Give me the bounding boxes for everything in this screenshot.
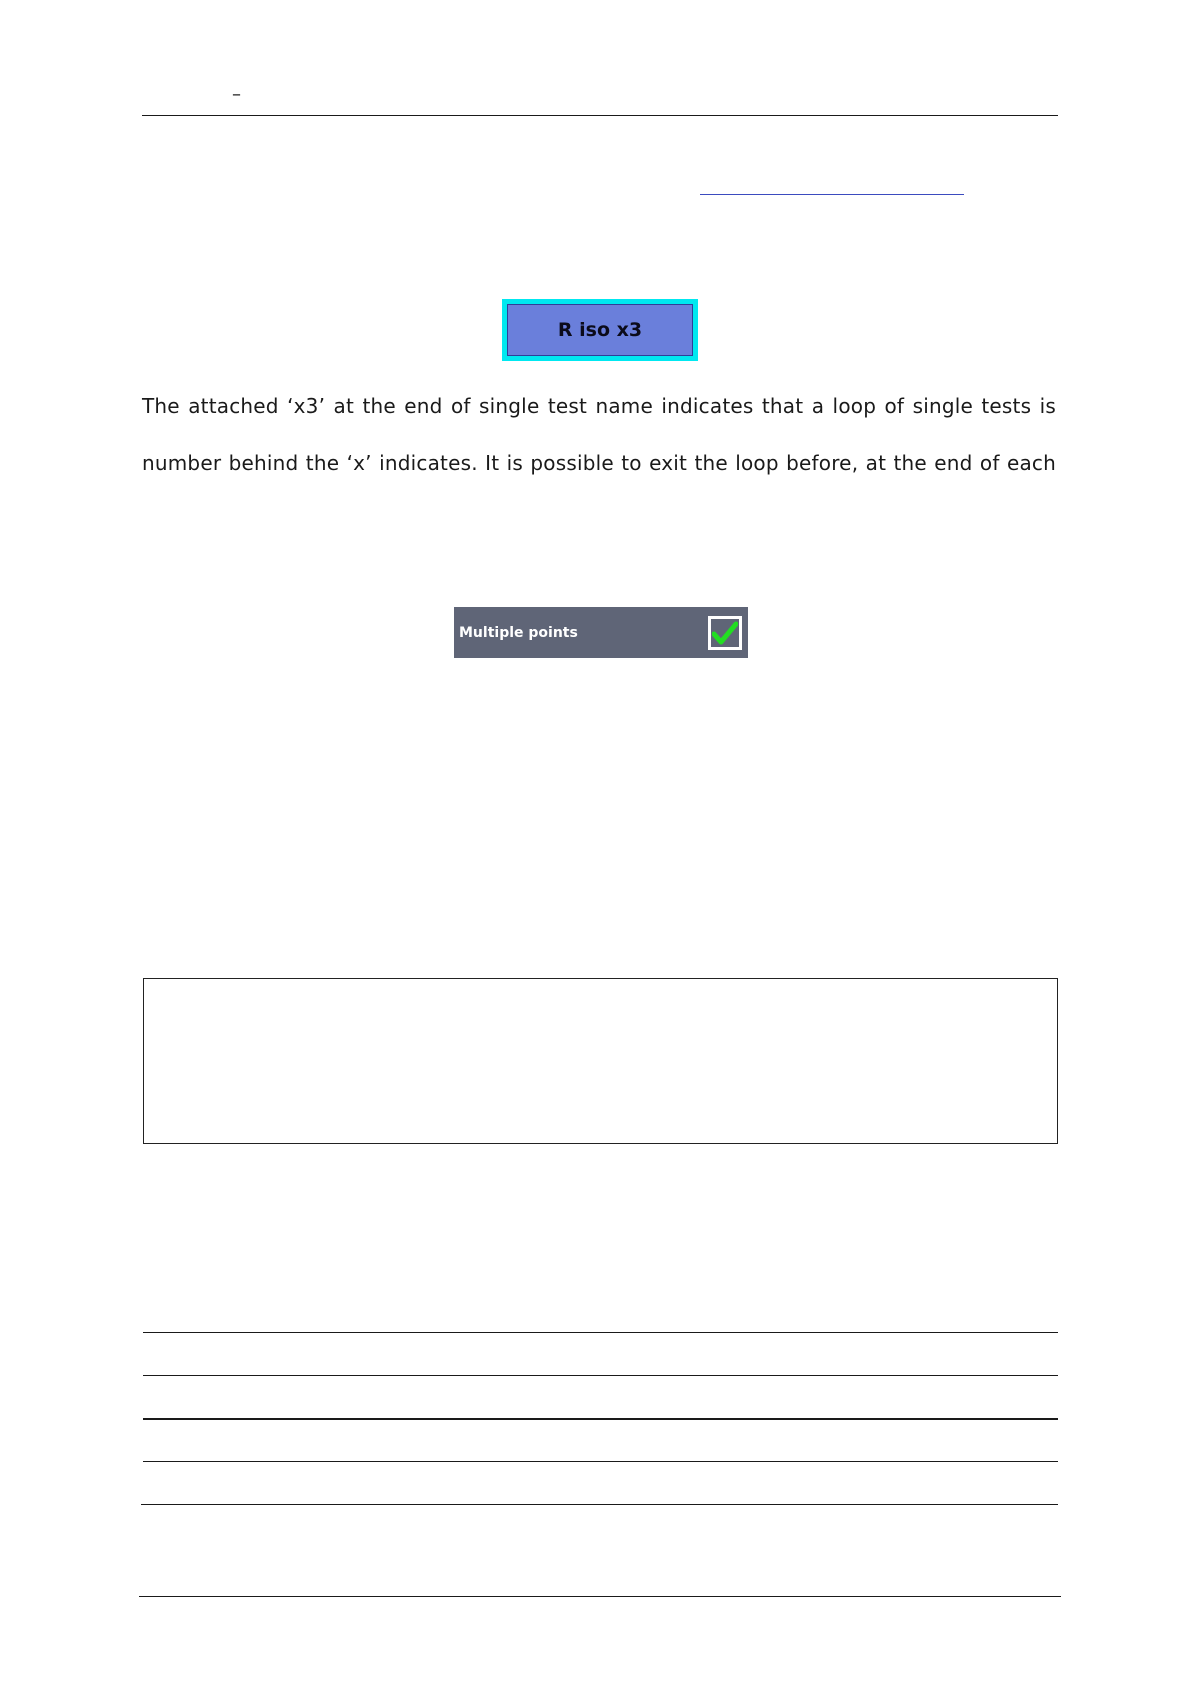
table-rule-1 [143,1332,1058,1333]
table-rule-5 [141,1504,1058,1505]
paragraph-line-1: The attached ‘x3’ at the end of single test name indicates that a loop of single tests is [142,394,1056,418]
table-rule-4 [143,1461,1058,1462]
hyperlink-underline[interactable] [700,194,964,195]
check-icon [712,621,738,645]
header-rule [142,115,1058,116]
multiple-points-checkbox[interactable] [708,616,742,650]
multiple-points-label: Multiple points [459,624,578,641]
header-dash: – [232,84,241,105]
multiple-points-setting[interactable] [454,607,748,658]
footer-rule [139,1596,1061,1597]
note-box [143,978,1058,1144]
single-test-button[interactable] [502,299,698,361]
single-test-button-label: R iso x3 [507,304,693,356]
table-rule-3 [143,1418,1058,1420]
table-rule-2 [143,1375,1058,1376]
paragraph-line-2: number behind the ‘x’ indicates. It is possible to exit the loop before, at the end of each [142,451,1056,475]
